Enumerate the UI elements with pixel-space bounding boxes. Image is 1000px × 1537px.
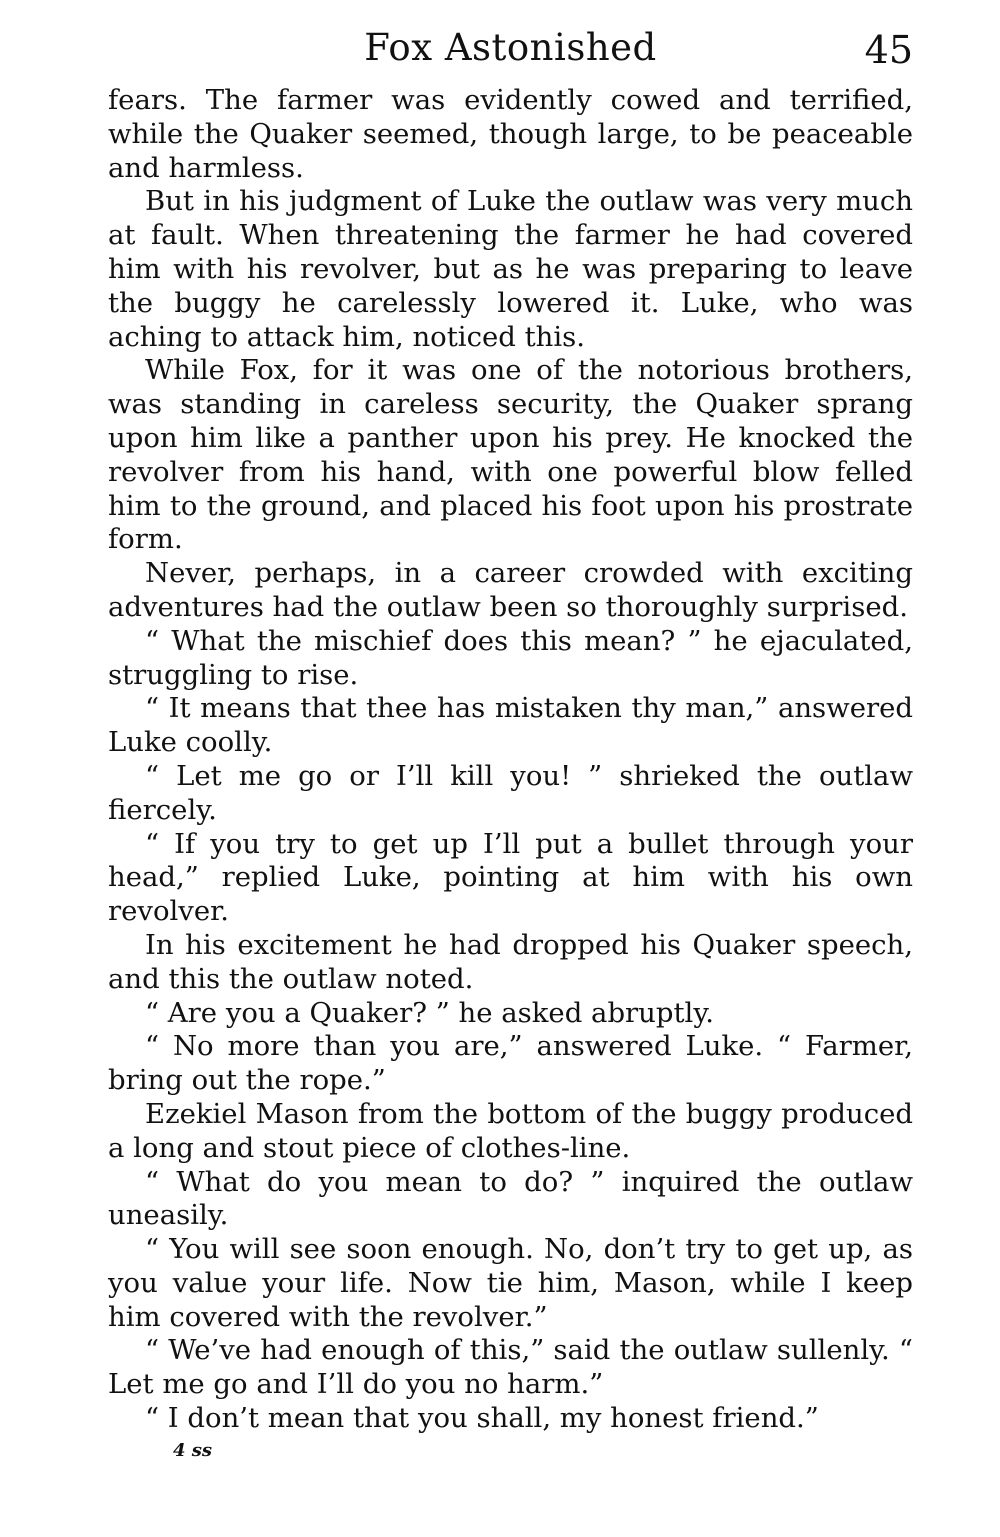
paragraph: “ If you try to get up I’ll put a bullet through your head,” replied Luke, pointing at him with his own revolver. [108, 827, 913, 928]
paragraph: Never, perhaps, in a career crowded with exciting adventures had the outlaw been so thoroughly surprised. [108, 557, 913, 623]
page-number: 45 [864, 28, 913, 72]
signature-mark: 4 ss [173, 1439, 213, 1461]
running-title: Fox Astonished [364, 26, 657, 69]
paragraph: “ No more than you are,” answered Luke. “ Farmer, bring out the rope.” [108, 1030, 913, 1097]
body-text [108, 84, 913, 1436]
paragraph: In his excitement he had dropped his Quaker speech, and this the outlaw noted. [108, 928, 913, 995]
paragraph: “ I don’t mean that you shall, my honest friend.” [145, 1402, 819, 1435]
paragraph: But in his judgment of Luke the outlaw was very much at fault. When threatening the farmer he had covered him with his revolver, but as he was preparing to leave the buggy he carelessly lowered it. Luke, who was aching to attack him, noticed this. [108, 185, 913, 353]
paragraph: “ We’ve had enough of this,” said the outlaw sullenly. “ Let me go and I’ll do you no harm.” [108, 1334, 913, 1401]
paragraph: “ Are you a Quaker? ” he asked abruptly. [145, 996, 714, 1029]
paragraph: “ Let me go or I’ll kill you! ” shrieked the outlaw fiercely. [108, 759, 913, 826]
paragraph: “ You will see soon enough. No, don’t try to get up, as you value your life. Now tie him, Mason, while I keep him covered with the revolver.” [108, 1233, 913, 1333]
paragraph: Ezekiel Mason from the bottom of the buggy produced a long and stout piece of clothes-line. [108, 1097, 913, 1164]
book-page [108, 22, 913, 1461]
paragraph: fears. The farmer was evidently cowed and terrified, while the Quaker seemed, though large, to be peaceable and harmless. [108, 84, 913, 184]
paragraph: “ What the mischief does this mean? ” he ejaculated, struggling to rise. [108, 624, 913, 691]
paragraph: “ It means that thee has mistaken thy man,” answered Luke coolly. [108, 692, 913, 759]
running-head [108, 22, 913, 84]
paragraph: “ What do you mean to do? ” inquired the outlaw uneasily. [108, 1165, 913, 1232]
paragraph: While Fox, for it was one of the notorious brothers, was standing in careless security, the Quaker sprang upon him like a panther upon his prey. He knocked the revolver from his hand, with one powerful blow felled him to the ground, and placed his foot upon his prostrate form. [108, 354, 913, 556]
